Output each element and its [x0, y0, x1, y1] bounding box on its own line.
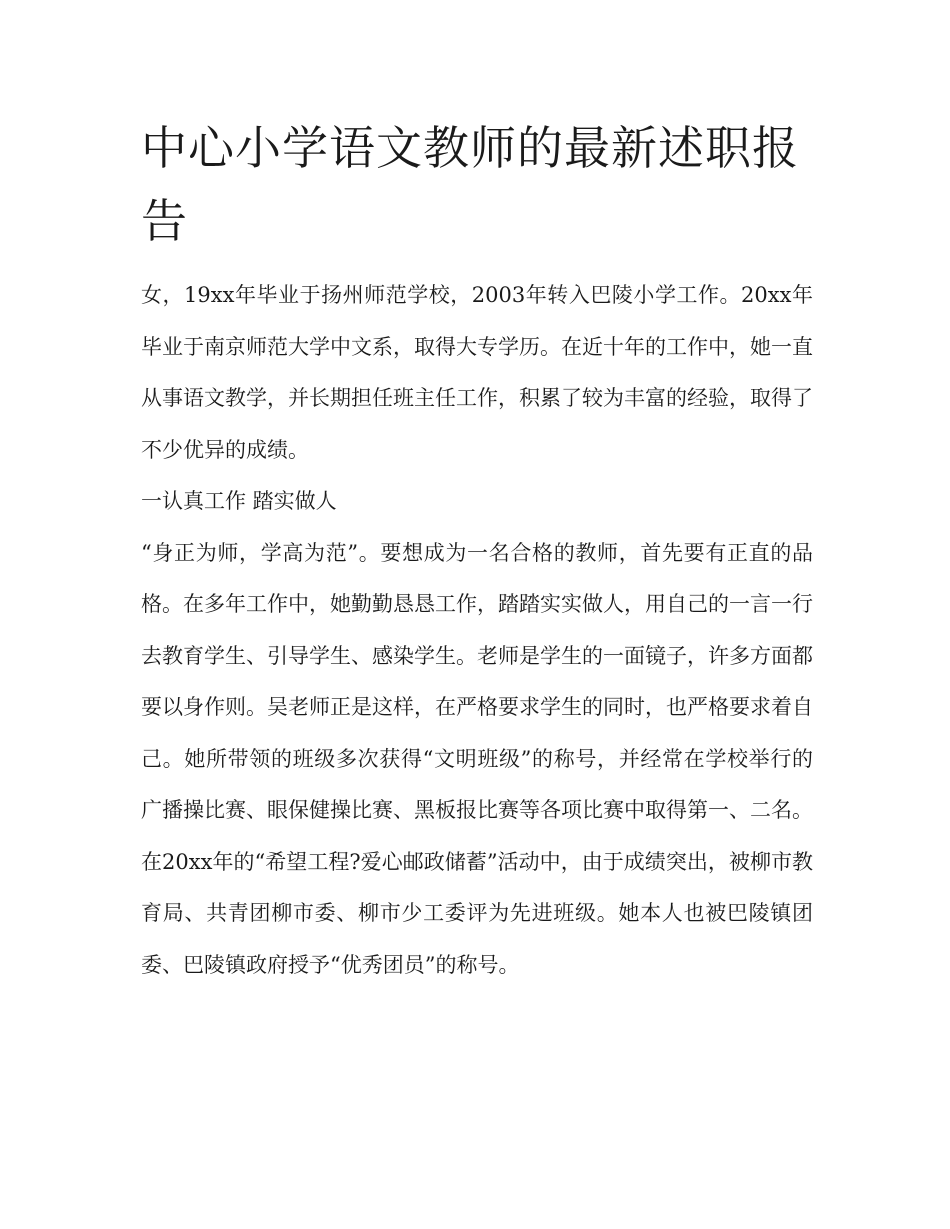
intro-paragraph: 女，19xx年毕业于扬州师范学校，2003年转入巴陵小学工作。20xx年毕业于南京师范大学中文系，取得大专学历。在近十年的工作中，她一直从事语文教学，并长期担任班主任工作，积累了较为丰富的经验，取得了不少优异的成绩。: [141, 283, 813, 462]
document-content: [141, 112, 813, 991]
section-heading: 一认真工作 踏实做人: [141, 489, 337, 513]
section-body-paragraph: “身正为师，学高为范”。要想成为一名合格的教师，首先要有正直的品格。在多年工作中，她勤勤恳恳工作，踏踏实实做人，用自己的一言一行去教育学生、引导学生、感染学生。老师是学生的一面镜子，许多方面都要以身作则。吴老师正是这样，在严格要求学生的同时，也严格要求着自己。她所带领的班级多次获得“文明班级”的称号，并经常在学校举行的广播操比赛、眼保健操比赛、黑板报比赛等各项比赛中取得第一、二名。在20xx年的“希望工程?爱心邮政储蓄”活动中，由于成绩突出，被柳市教育局、共青团柳市委、柳市少工委评为先进班级。她本人也被巴陵镇团委、巴陵镇政府授予“优秀团员”的称号。: [141, 540, 813, 977]
document-title: 中心小学语文教师的最新述职报告: [141, 121, 799, 248]
